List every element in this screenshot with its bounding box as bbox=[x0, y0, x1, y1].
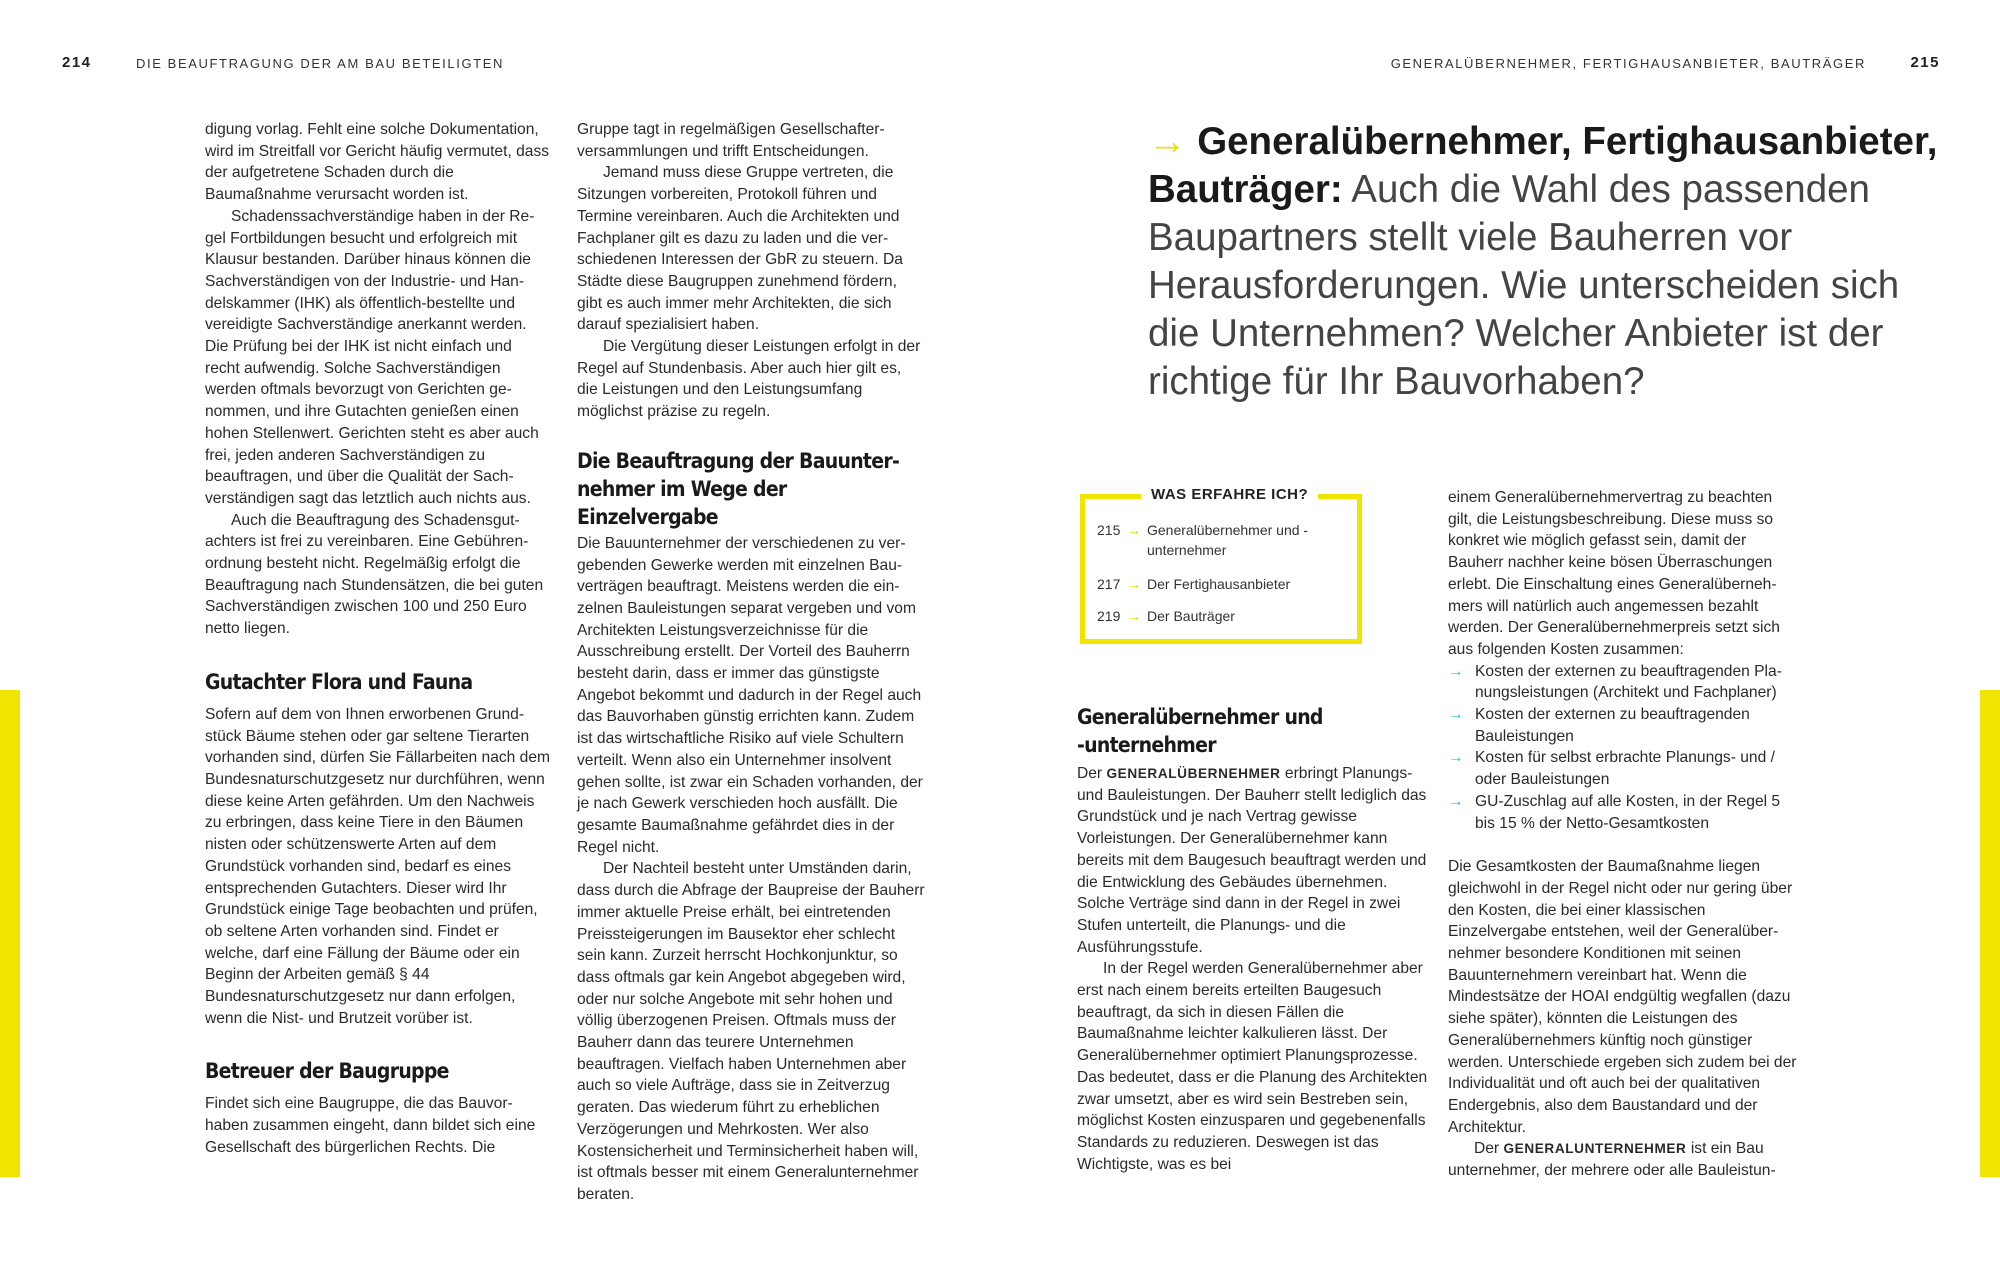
column-2 bbox=[577, 119, 925, 1206]
arrow-right-icon: → bbox=[1448, 792, 1464, 810]
paragraph: Jemand muss diese Gruppe vertreten, die Sitzungen vorbereiten, Protokoll führen und Termine vereinbaren. Auch die Architekten und Fachplaner gilt es dazu zu laden und die verschiedenen Interessen der GbR zu steuern. Da Städte diese Baugruppen zunehmend fördern, gibt es auch immer mehr Architekten, die sich darauf spezialisiert haben. bbox=[577, 164, 903, 334]
toc-page: 217 bbox=[1097, 576, 1121, 592]
paragraph: Auch die Beauftragung des Schadensgutachters ist frei zu vereinbaren. Eine Gebührenordnung besteht nicht. Regelmäßig erfolgt die Beauftragung nach Stundensätzen, die bei guten Sachverständigen zwischen 100 und 250 Euro netto liegen. bbox=[205, 511, 544, 638]
left-edge-bar bbox=[0, 690, 20, 1177]
paragraph: Der GENERALUNTERNEHMER ist ein Bau unternehmer, der mehrere oder alle Bauleistun- bbox=[1448, 1140, 1776, 1180]
section-heading-betreuer: Betreuer der Baugruppe bbox=[205, 1059, 449, 1084]
toc-page: 219 bbox=[1097, 608, 1121, 624]
list-item: → Kosten für selbst erbrachte Planungs- und / oder Bauleistungen bbox=[1448, 749, 1775, 789]
toc-title: WAS ERFAHRE ICH? bbox=[1141, 486, 1318, 503]
column-1 bbox=[205, 119, 550, 1159]
toc-label: Generalübernehmer und -unternehmer bbox=[1147, 522, 1309, 558]
paragraph: Gruppe tagt in regelmäßigen Gesellschafterversammlungen und trifft Entscheidungen. bbox=[577, 121, 885, 160]
arrow-right-icon: → bbox=[1127, 522, 1141, 538]
toc-item[interactable] bbox=[1097, 606, 1235, 626]
paragraph: digung vorlag. Fehlt eine solche Dokumentation, wird im Streitfall vor Gericht häufig vermutet, dass der aufgetretene Schaden durch die Baumaßnahme verursacht worden ist. bbox=[205, 121, 550, 204]
right-running-title: GENERALÜBERNEHMER, FERTIGHAUSANBIETER, BAUTRÄGER bbox=[1390, 56, 1866, 71]
section-heading-einzelvergabe: Die Beauftragung der Bauunternehmer im Wege der Einzelvergabe bbox=[577, 448, 900, 529]
list-item: → Kosten der externen zu beauftragenden Bauleistungen bbox=[1448, 706, 1750, 745]
toc-label: Der Fertighausanbieter bbox=[1147, 576, 1291, 592]
headline-text: Auch die Wahl des passenden Baupartners stellt viele Bauherren vor Herausforderungen. Wie unterscheiden sich die Unternehmen? Welcher Anbieter ist der richtige für Ihr Bauvorhaben? bbox=[1148, 168, 1900, 403]
paragraph: Schadenssachverständige haben in der Regel Fortbildungen besucht und erfolgreich mit Klausur bestanden. Darüber hinaus können die Sachverständigen von der Industrie- und Handelskammer (IHK) als öffentlich-bestellte und vereidigte Sachverständige anerkannt werden. Die Prüfung bei der IHK ist nicht einfach und recht aufwendig. Solche Sachverständigen werden oftmals bevorzugt von Gerichten genommen, und ihre Gutachten genießen einen hohen Stellenwert. Gerichten steht es aber auch frei, jeden anderen Sachverständigen zu beauftragen, und über die Qualität der Sachverständigen sagt das letztlich auch nichts aus. bbox=[205, 207, 539, 507]
arrow-right-icon: → bbox=[1448, 706, 1464, 724]
toc-label: Der Bauträger bbox=[1147, 608, 1235, 624]
right-page-number: 215 bbox=[1910, 54, 1940, 71]
toc-item[interactable] bbox=[1097, 520, 1317, 560]
list-item: → GU-Zuschlag auf alle Kosten, in der Regel 5 bis 15 % der Netto-Gesamtkosten bbox=[1448, 792, 1781, 832]
paragraph: einem Generalübernehmervertrag zu beachten gilt, die Leistungsbeschreibung. Diese muss so konkret wie möglich gefasst sein, damit der Bauherr nachher keine bösen Überraschungen erlebt. Die Einschaltung eines Generalübernehmers will natürlich auch angemessen bezahlt werden. Der Generalübernehmerpreis setzt sich aus folgenden Kosten zusammen: bbox=[1448, 489, 1780, 658]
right-edge-bar bbox=[1980, 690, 2000, 1177]
arrow-right-icon: → bbox=[1127, 576, 1141, 592]
arrow-right-icon: → bbox=[1448, 662, 1464, 680]
section-heading-flora-fauna: Gutachter Flora und Fauna bbox=[205, 669, 473, 694]
paragraph: Der Nachteil besteht unter Umständen darin, dass durch die Abfrage der Baupreise der Bauherr immer aktuelle Preise erhält, bei eintretenden Preissteigerungen im Bausektor eher schlecht sein kann. Zurzeit herrscht Hochkonjunktur, so dass oftmals gar kein Angebot abgegeben wird, oder nur solche Angebote mit sehr hohen und völlig überzogenen Preisen. Oftmals muss der Bauherr dann das teurere Unternehmen beauftragen. Vielfach haben Unternehmen aber auch so viele Aufträge, dass sie in Zeitverzug geraten. Das wiederum führt zu erheblichen Verzögerungen und Mehrkosten. Wer also Kostensicherheit und Terminsicherheit haben will, ist oftmals besser mit einem Generalunternehmer beraten. bbox=[577, 860, 925, 1203]
left-page-number: 214 bbox=[62, 54, 92, 71]
column-4 bbox=[1448, 487, 1800, 1182]
paragraph: Der GENERALÜBERNEHMER erbringt Planungs- und Bauleistungen. Der Bauherr stellt lediglich das Grundstück und je nach Vertrag gewisse Vorleistungen. Der Generalübernehmer kann bereits mit dem Baugesuch beauftragt werden und die Entwicklung des Gebäudes übernehmen. Solche Verträge sind dann in der Regel in zwei Stufen unterteilt, die Planungs- und die Ausführungsstufe. bbox=[1077, 765, 1427, 956]
paragraph: Sofern auf dem von Ihnen erworbenen Grundstück Bäume stehen oder gar seltene Tierarten vorhanden sind, dürfen Sie Fällarbeiten nach dem Bundesnaturschutzgesetz nur durchführen, wenn diese keine Arten gefährden. Um den Nachweis zu erbringen, dass keine Tiere in den Bäumen nisten oder schützenswerte Arten auf dem Grundstück vorhanden sind, bedarf es eines entsprechenden Gutachters. Dieser wird Ihr Grundstück einige Tage beobachten und prüfen, ob seltene Arten vorhanden sind. Findet er welche, darf eine Fällung der Bäume oder ein Beginn der Arbeiten gemäß § 44 Bundesnaturschutzgesetz nur dann erfolgen, wenn die Nist- und Brutzeit vorüber ist. bbox=[205, 705, 551, 1027]
toc-item[interactable] bbox=[1097, 574, 1290, 594]
list-item: → Kosten der externen zu beauftragenden Planungsleistungen (Architekt und Fachplaner) bbox=[1448, 662, 1782, 702]
left-running-title: DIE BEAUFTRAGUNG DER AM BAU BETEILIGTEN bbox=[136, 56, 504, 71]
paragraph: Die Gesamtkosten der Baumaßnahme liegen gleichwohl in der Regel nicht oder nur gering über den Kosten, die bei einer klassischen Einzelvergabe entstehen, weil der Generalübernehmer besondere Konditionen mit seinen Bauunternehmern vereinbart hat. Wenn die Mindestsätze der HOAI endgültig wegfallen (dazu siehe später), könnten die Leistungen des Generalübernehmers künftig noch günstiger werden. Unterschiede ergeben sich zudem bei der Individualität und oft auch bei der qualitativen Endergebnis, also dem Baustandard und der Architektur. bbox=[1448, 858, 1797, 1136]
section-heading-generaluebernehmer: Generalübernehmer und -unternehmer bbox=[1077, 705, 1323, 757]
toc-page: 215 bbox=[1097, 522, 1121, 538]
paragraph: Die Vergütung dieser Leistungen erfolgt in der Regel auf Stundenbasis. Aber auch hier gilt es, die Leistungen und den Leistungsumfang möglichst präzise zu regeln. bbox=[577, 338, 921, 421]
term-generalunternehmer: GENERALUNTERNEHMER bbox=[1503, 1141, 1687, 1157]
chapter-headline bbox=[1148, 118, 1948, 406]
cost-list bbox=[1448, 661, 1800, 835]
arrow-right-icon: → bbox=[1148, 120, 1187, 163]
headline-bold: Generalübernehmer, Fertighausanbieter, Bauträger: bbox=[1148, 120, 1938, 211]
paragraph: Findet sich eine Baugruppe, die das Bauvorhaben zusammen eingeht, dann bildet sich eine Gesellschaft des bürgerlichen Rechts. Die bbox=[205, 1095, 536, 1156]
arrow-right-icon: → bbox=[1127, 608, 1141, 624]
column-3 bbox=[1077, 680, 1429, 1175]
paragraph: Die Bauunternehmer der verschiedenen zu vergebenden Gewerke werden mit einzelnen Bauverträgen beauftragt. Meistens werden die einzelnen Bauleistungen separat vergeben und vom Architekten Leistungsverzeichnisse für die Ausschreibung erstellt. Der Vorteil des Bauherrn besteht darin, dass er immer das günstigste Angebot bekommt und dadurch in der Regel auch das Bauvorhaben günstig errichten kann. Zudem ist das wirtschaftliche Risiko auf viele Schultern verteilt. Wenn also ein Unternehmer insolvent gehen sollte, ist zwar ein Schaden vorhanden, der je nach Gewerk verschieden hoch ausfällt. Die gesamte Baumaßnahme gefährdet dies in der Regel nicht. bbox=[577, 534, 923, 856]
arrow-right-icon: → bbox=[1448, 749, 1464, 767]
term-generaluebernehmer: GENERALÜBERNEHMER bbox=[1106, 766, 1281, 781]
paragraph: In der Regel werden Generalübernehmer aber erst nach einem bereits erteilten Baugesuch beauftragt, da sich in diesen Fällen die Baumaßnahme leichter kalkulieren lässt. Der Generalübernehmer optimiert Planungsprozesse. Das bedeutet, dass er die Planung des Architekten zwar umsetzt, aber es wird sein Bestreben sein, möglichst Kosten einzusparen und gegebenenfalls Standards zu reduzieren. Deswegen ist das Wichtigste, was es bei bbox=[1077, 960, 1428, 1173]
